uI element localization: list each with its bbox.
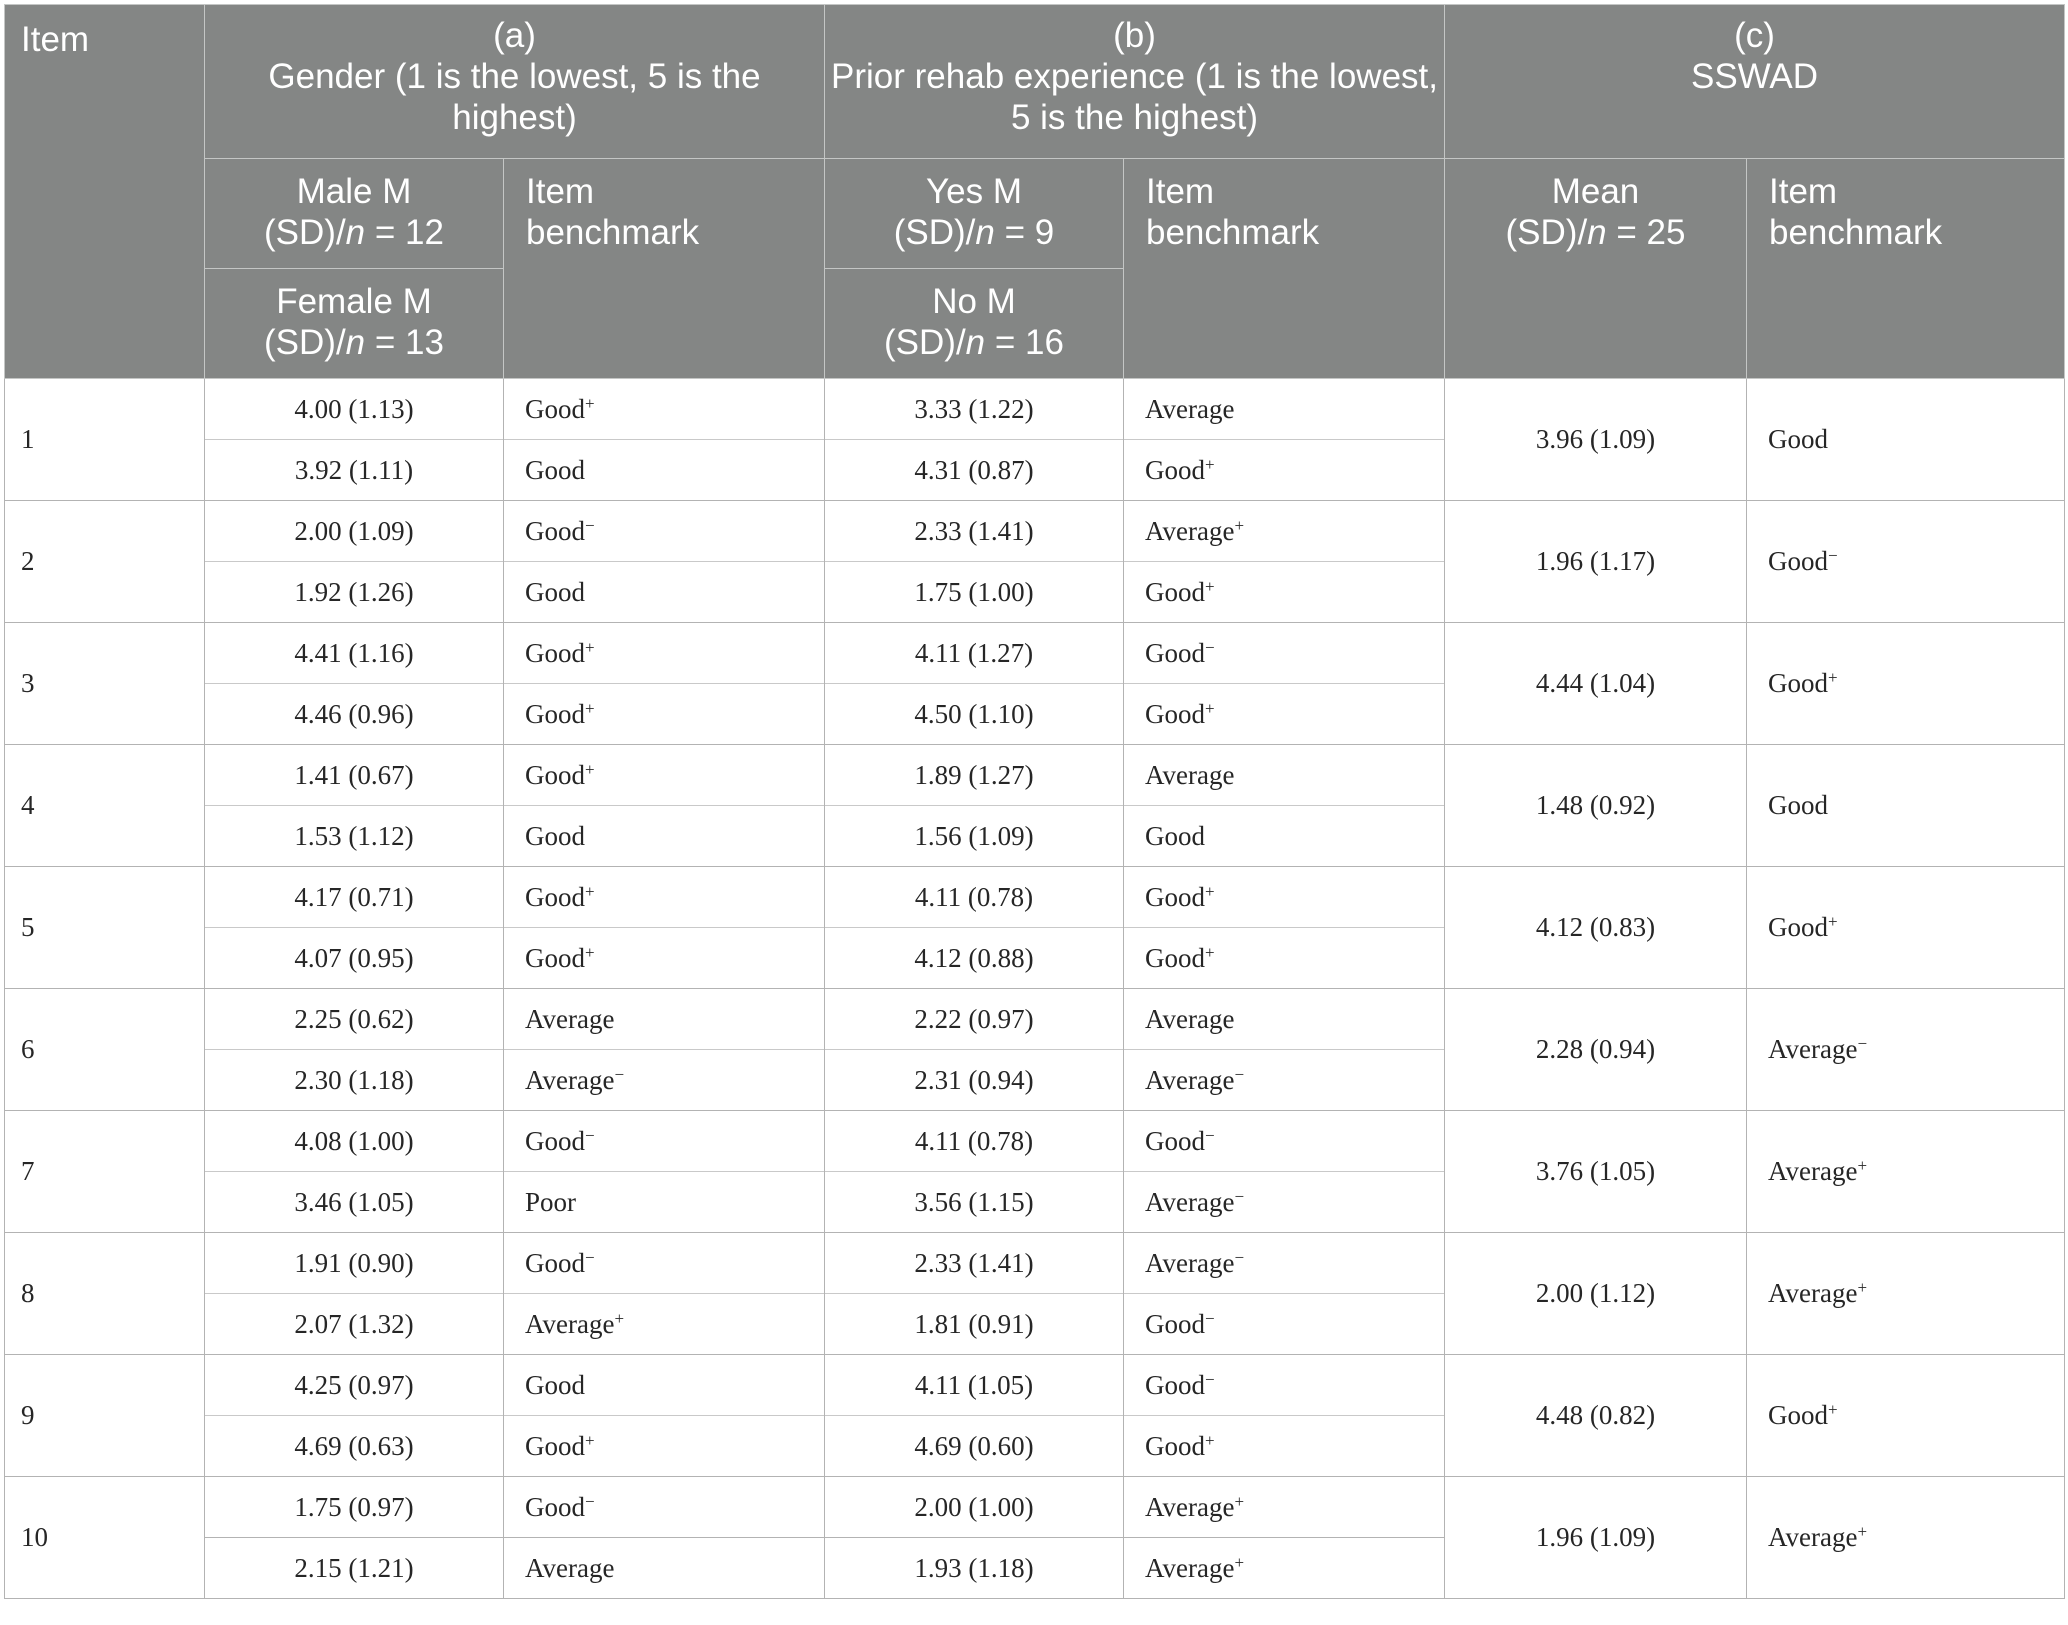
sswad-mean: 2.00 (1.12) <box>1445 1233 1747 1355</box>
mean-column-header: Mean (SD)/n = 25 <box>1445 159 1747 379</box>
rehab-value: 2.33 (1.41) <box>825 1233 1124 1294</box>
rehab-value: 2.31 (0.94) <box>825 1050 1124 1111</box>
sswad-benchmark: Good− <box>1747 501 2065 623</box>
table-row <box>5 623 2065 684</box>
gender-value: 2.15 (1.21) <box>205 1538 504 1599</box>
item-number: 7 <box>5 1111 205 1233</box>
rehab-benchmark: Average+ <box>1124 1538 1445 1599</box>
rehab-benchmark: Average <box>1124 989 1445 1050</box>
benchmark-mark: + <box>585 942 595 962</box>
rehab-benchmark: Average <box>1124 379 1445 440</box>
benchmark-mark: − <box>1234 1186 1245 1206</box>
rehab-value: 3.33 (1.22) <box>825 379 1124 440</box>
sswad-mean: 3.96 (1.09) <box>1445 379 1747 501</box>
rehab-value: 2.00 (1.00) <box>825 1477 1124 1538</box>
gender-benchmark: Good− <box>504 1477 825 1538</box>
gender-value: 4.07 (0.95) <box>205 928 504 989</box>
benchmark-mark: + <box>1205 942 1215 962</box>
item-number: 10 <box>5 1477 205 1599</box>
benchmark-mark: − <box>1205 1308 1215 1328</box>
benchmark-mark: + <box>1205 1430 1215 1450</box>
rehab-benchmark: Average <box>1124 745 1445 806</box>
benchmark-mark: − <box>1234 1247 1245 1267</box>
rehab-value: 1.56 (1.09) <box>825 806 1124 867</box>
gender-benchmark-header: Item benchmark <box>504 159 825 379</box>
benchmark-mark: + <box>1205 698 1215 718</box>
benchmark-mark: − <box>585 1125 595 1145</box>
gender-value: 2.25 (0.62) <box>205 989 504 1050</box>
rehab-benchmark: Average− <box>1124 1172 1445 1233</box>
item-number: 4 <box>5 745 205 867</box>
gender-value: 1.41 (0.67) <box>205 745 504 806</box>
sswad-benchmark: Average+ <box>1747 1111 2065 1233</box>
table-row <box>5 379 2065 440</box>
rehab-value: 4.50 (1.10) <box>825 684 1124 745</box>
rehab-value: 1.89 (1.27) <box>825 745 1124 806</box>
gender-value: 4.08 (1.00) <box>205 1111 504 1172</box>
gender-value: 4.25 (0.97) <box>205 1355 504 1416</box>
sswad-benchmark: Good+ <box>1747 1355 2065 1477</box>
sswad-benchmark: Good+ <box>1747 623 2065 745</box>
sswad-benchmark: Average− <box>1747 989 2065 1111</box>
table-body <box>5 379 2065 1599</box>
benchmark-mark: + <box>1857 1156 1868 1175</box>
gender-value: 4.00 (1.13) <box>205 379 504 440</box>
item-number: 5 <box>5 867 205 989</box>
sswad-mean: 4.48 (0.82) <box>1445 1355 1747 1477</box>
benchmark-mark: − <box>585 1247 595 1267</box>
gender-benchmark: Good− <box>504 501 825 562</box>
benchmark-mark: + <box>585 759 595 779</box>
benchmark-mark: − <box>585 1491 595 1511</box>
gender-benchmark: Average+ <box>504 1294 825 1355</box>
rehab-benchmark: Average− <box>1124 1050 1445 1111</box>
benchmark-mark: + <box>1857 1278 1868 1297</box>
rehab-benchmark: Good+ <box>1124 562 1445 623</box>
benchmark-mark: − <box>1205 637 1215 657</box>
rehab-benchmark: Average+ <box>1124 1477 1445 1538</box>
benchmark-mark: + <box>1205 454 1215 474</box>
sswad-mean: 1.96 (1.17) <box>1445 501 1747 623</box>
group-b-title: Prior rehab experience (1 is the lowest, 5 is the highest) <box>831 57 1438 137</box>
gender-benchmark: Average <box>504 1538 825 1599</box>
gender-benchmark: Good <box>504 806 825 867</box>
gender-value: 4.69 (0.63) <box>205 1416 504 1477</box>
benchmark-mark: + <box>1234 1552 1245 1572</box>
item-number: 3 <box>5 623 205 745</box>
benchmark-mark: + <box>585 637 595 657</box>
gender-value: 1.53 (1.12) <box>205 806 504 867</box>
group-a-title: Gender (1 is the lowest, 5 is the highest) <box>268 57 761 137</box>
rehab-benchmark: Good+ <box>1124 684 1445 745</box>
male-column-header: Male M (SD)/n = 12 <box>205 159 504 269</box>
gender-benchmark: Good <box>504 440 825 501</box>
rehab-value: 4.11 (0.78) <box>825 867 1124 928</box>
gender-value: 1.75 (0.97) <box>205 1477 504 1538</box>
sswad-mean: 1.48 (0.92) <box>1445 745 1747 867</box>
sswad-benchmark: Average+ <box>1747 1477 2065 1599</box>
rehab-value: 4.12 (0.88) <box>825 928 1124 989</box>
benchmark-mark: + <box>1828 1400 1838 1419</box>
gender-value: 4.41 (1.16) <box>205 623 504 684</box>
benchmark-mark: + <box>1828 912 1838 931</box>
benchmark-mark: + <box>585 881 595 901</box>
table-row <box>5 501 2065 562</box>
rehab-benchmark: Good+ <box>1124 1416 1445 1477</box>
sswad-mean: 4.12 (0.83) <box>1445 867 1747 989</box>
rehab-benchmark: Good+ <box>1124 928 1445 989</box>
benchmark-mark: + <box>585 698 595 718</box>
gender-value: 4.17 (0.71) <box>205 867 504 928</box>
benchmark-mark: + <box>1857 1522 1868 1541</box>
gender-value: 3.92 (1.11) <box>205 440 504 501</box>
benchmark-mark: + <box>1234 1491 1245 1511</box>
rehab-benchmark: Average− <box>1124 1233 1445 1294</box>
rehab-benchmark: Good− <box>1124 1355 1445 1416</box>
rehab-value: 1.93 (1.18) <box>825 1538 1124 1599</box>
group-c-letter: (c) <box>1734 16 1775 55</box>
gender-benchmark: Average− <box>504 1050 825 1111</box>
benchmark-mark: − <box>1205 1125 1215 1145</box>
group-b-header <box>825 5 1445 159</box>
rehab-value: 3.56 (1.15) <box>825 1172 1124 1233</box>
rehab-value: 4.11 (1.27) <box>825 623 1124 684</box>
gender-value: 2.00 (1.09) <box>205 501 504 562</box>
table-row <box>5 989 2065 1050</box>
rehab-benchmark: Good− <box>1124 1294 1445 1355</box>
table-row <box>5 1355 2065 1416</box>
gender-value: 2.30 (1.18) <box>205 1050 504 1111</box>
rehab-value: 2.33 (1.41) <box>825 501 1124 562</box>
data-table <box>4 4 2065 1599</box>
benchmark-mark: − <box>1205 1369 1215 1389</box>
benchmark-mark: − <box>1234 1064 1245 1084</box>
benchmark-mark: − <box>585 515 595 535</box>
rehab-benchmark: Good+ <box>1124 867 1445 928</box>
rehab-benchmark-header: Item benchmark <box>1124 159 1445 379</box>
gender-benchmark: Average <box>504 989 825 1050</box>
benchmark-mark: + <box>585 1430 595 1450</box>
benchmark-mark: + <box>1828 668 1838 687</box>
female-column-header: Female M (SD)/n = 13 <box>205 269 504 379</box>
sswad-mean: 1.96 (1.09) <box>1445 1477 1747 1599</box>
table-row <box>5 1233 2065 1294</box>
gender-benchmark: Good <box>504 562 825 623</box>
sswad-benchmark: Good <box>1747 745 2065 867</box>
sswad-benchmark-header: Item benchmark <box>1747 159 2065 379</box>
gender-value: 4.46 (0.96) <box>205 684 504 745</box>
item-number: 6 <box>5 989 205 1111</box>
benchmark-mark: + <box>585 393 595 413</box>
benchmark-mark: − <box>614 1064 625 1084</box>
group-c-header <box>1445 5 2065 159</box>
benchmark-mark: + <box>1205 576 1215 596</box>
rehab-value: 1.75 (1.00) <box>825 562 1124 623</box>
rehab-benchmark: Good <box>1124 806 1445 867</box>
benchmark-mark: − <box>1828 546 1838 565</box>
gender-benchmark: Good+ <box>504 745 825 806</box>
benchmark-mark: − <box>1857 1034 1868 1053</box>
rehab-value: 4.69 (0.60) <box>825 1416 1124 1477</box>
group-a-header <box>205 5 825 159</box>
item-column-header: Item <box>5 5 205 379</box>
rehab-benchmark: Good+ <box>1124 440 1445 501</box>
rehab-benchmark: Good− <box>1124 1111 1445 1172</box>
gender-benchmark: Good− <box>504 1111 825 1172</box>
rehab-value: 2.22 (0.97) <box>825 989 1124 1050</box>
item-number: 9 <box>5 1355 205 1477</box>
group-b-letter: (b) <box>1113 16 1156 55</box>
table-row <box>5 745 2065 806</box>
group-c-title: SSWAD <box>1690 57 1819 96</box>
yes-column-header: Yes M (SD)/n = 9 <box>825 159 1124 269</box>
benchmark-mark: + <box>1234 515 1245 535</box>
gender-benchmark: Good+ <box>504 867 825 928</box>
gender-value: 2.07 (1.32) <box>205 1294 504 1355</box>
gender-value: 3.46 (1.05) <box>205 1172 504 1233</box>
gender-benchmark: Good+ <box>504 684 825 745</box>
item-number: 8 <box>5 1233 205 1355</box>
rehab-value: 4.31 (0.87) <box>825 440 1124 501</box>
rehab-benchmark: Good− <box>1124 623 1445 684</box>
rehab-value: 1.81 (0.91) <box>825 1294 1124 1355</box>
gender-benchmark: Good+ <box>504 928 825 989</box>
sswad-mean: 2.28 (0.94) <box>1445 989 1747 1111</box>
table-row <box>5 1477 2065 1538</box>
item-number: 1 <box>5 379 205 501</box>
group-a-letter: (a) <box>493 16 536 55</box>
table-row <box>5 1111 2065 1172</box>
item-number: 2 <box>5 501 205 623</box>
sswad-benchmark: Average+ <box>1747 1233 2065 1355</box>
gender-benchmark: Good+ <box>504 379 825 440</box>
benchmark-mark: + <box>614 1308 625 1328</box>
sswad-benchmark: Good <box>1747 379 2065 501</box>
no-column-header: No M (SD)/n = 16 <box>825 269 1124 379</box>
sswad-mean: 3.76 (1.05) <box>1445 1111 1747 1233</box>
gender-benchmark: Good+ <box>504 623 825 684</box>
gender-benchmark: Good+ <box>504 1416 825 1477</box>
gender-benchmark: Good− <box>504 1233 825 1294</box>
gender-value: 1.91 (0.90) <box>205 1233 504 1294</box>
rehab-value: 4.11 (0.78) <box>825 1111 1124 1172</box>
rehab-value: 4.11 (1.05) <box>825 1355 1124 1416</box>
sswad-benchmark: Good+ <box>1747 867 2065 989</box>
sswad-mean: 4.44 (1.04) <box>1445 623 1747 745</box>
benchmark-mark: + <box>1205 881 1215 901</box>
gender-value: 1.92 (1.26) <box>205 562 504 623</box>
gender-benchmark: Poor <box>504 1172 825 1233</box>
rehab-benchmark: Average+ <box>1124 501 1445 562</box>
gender-benchmark: Good <box>504 1355 825 1416</box>
table-row <box>5 867 2065 928</box>
